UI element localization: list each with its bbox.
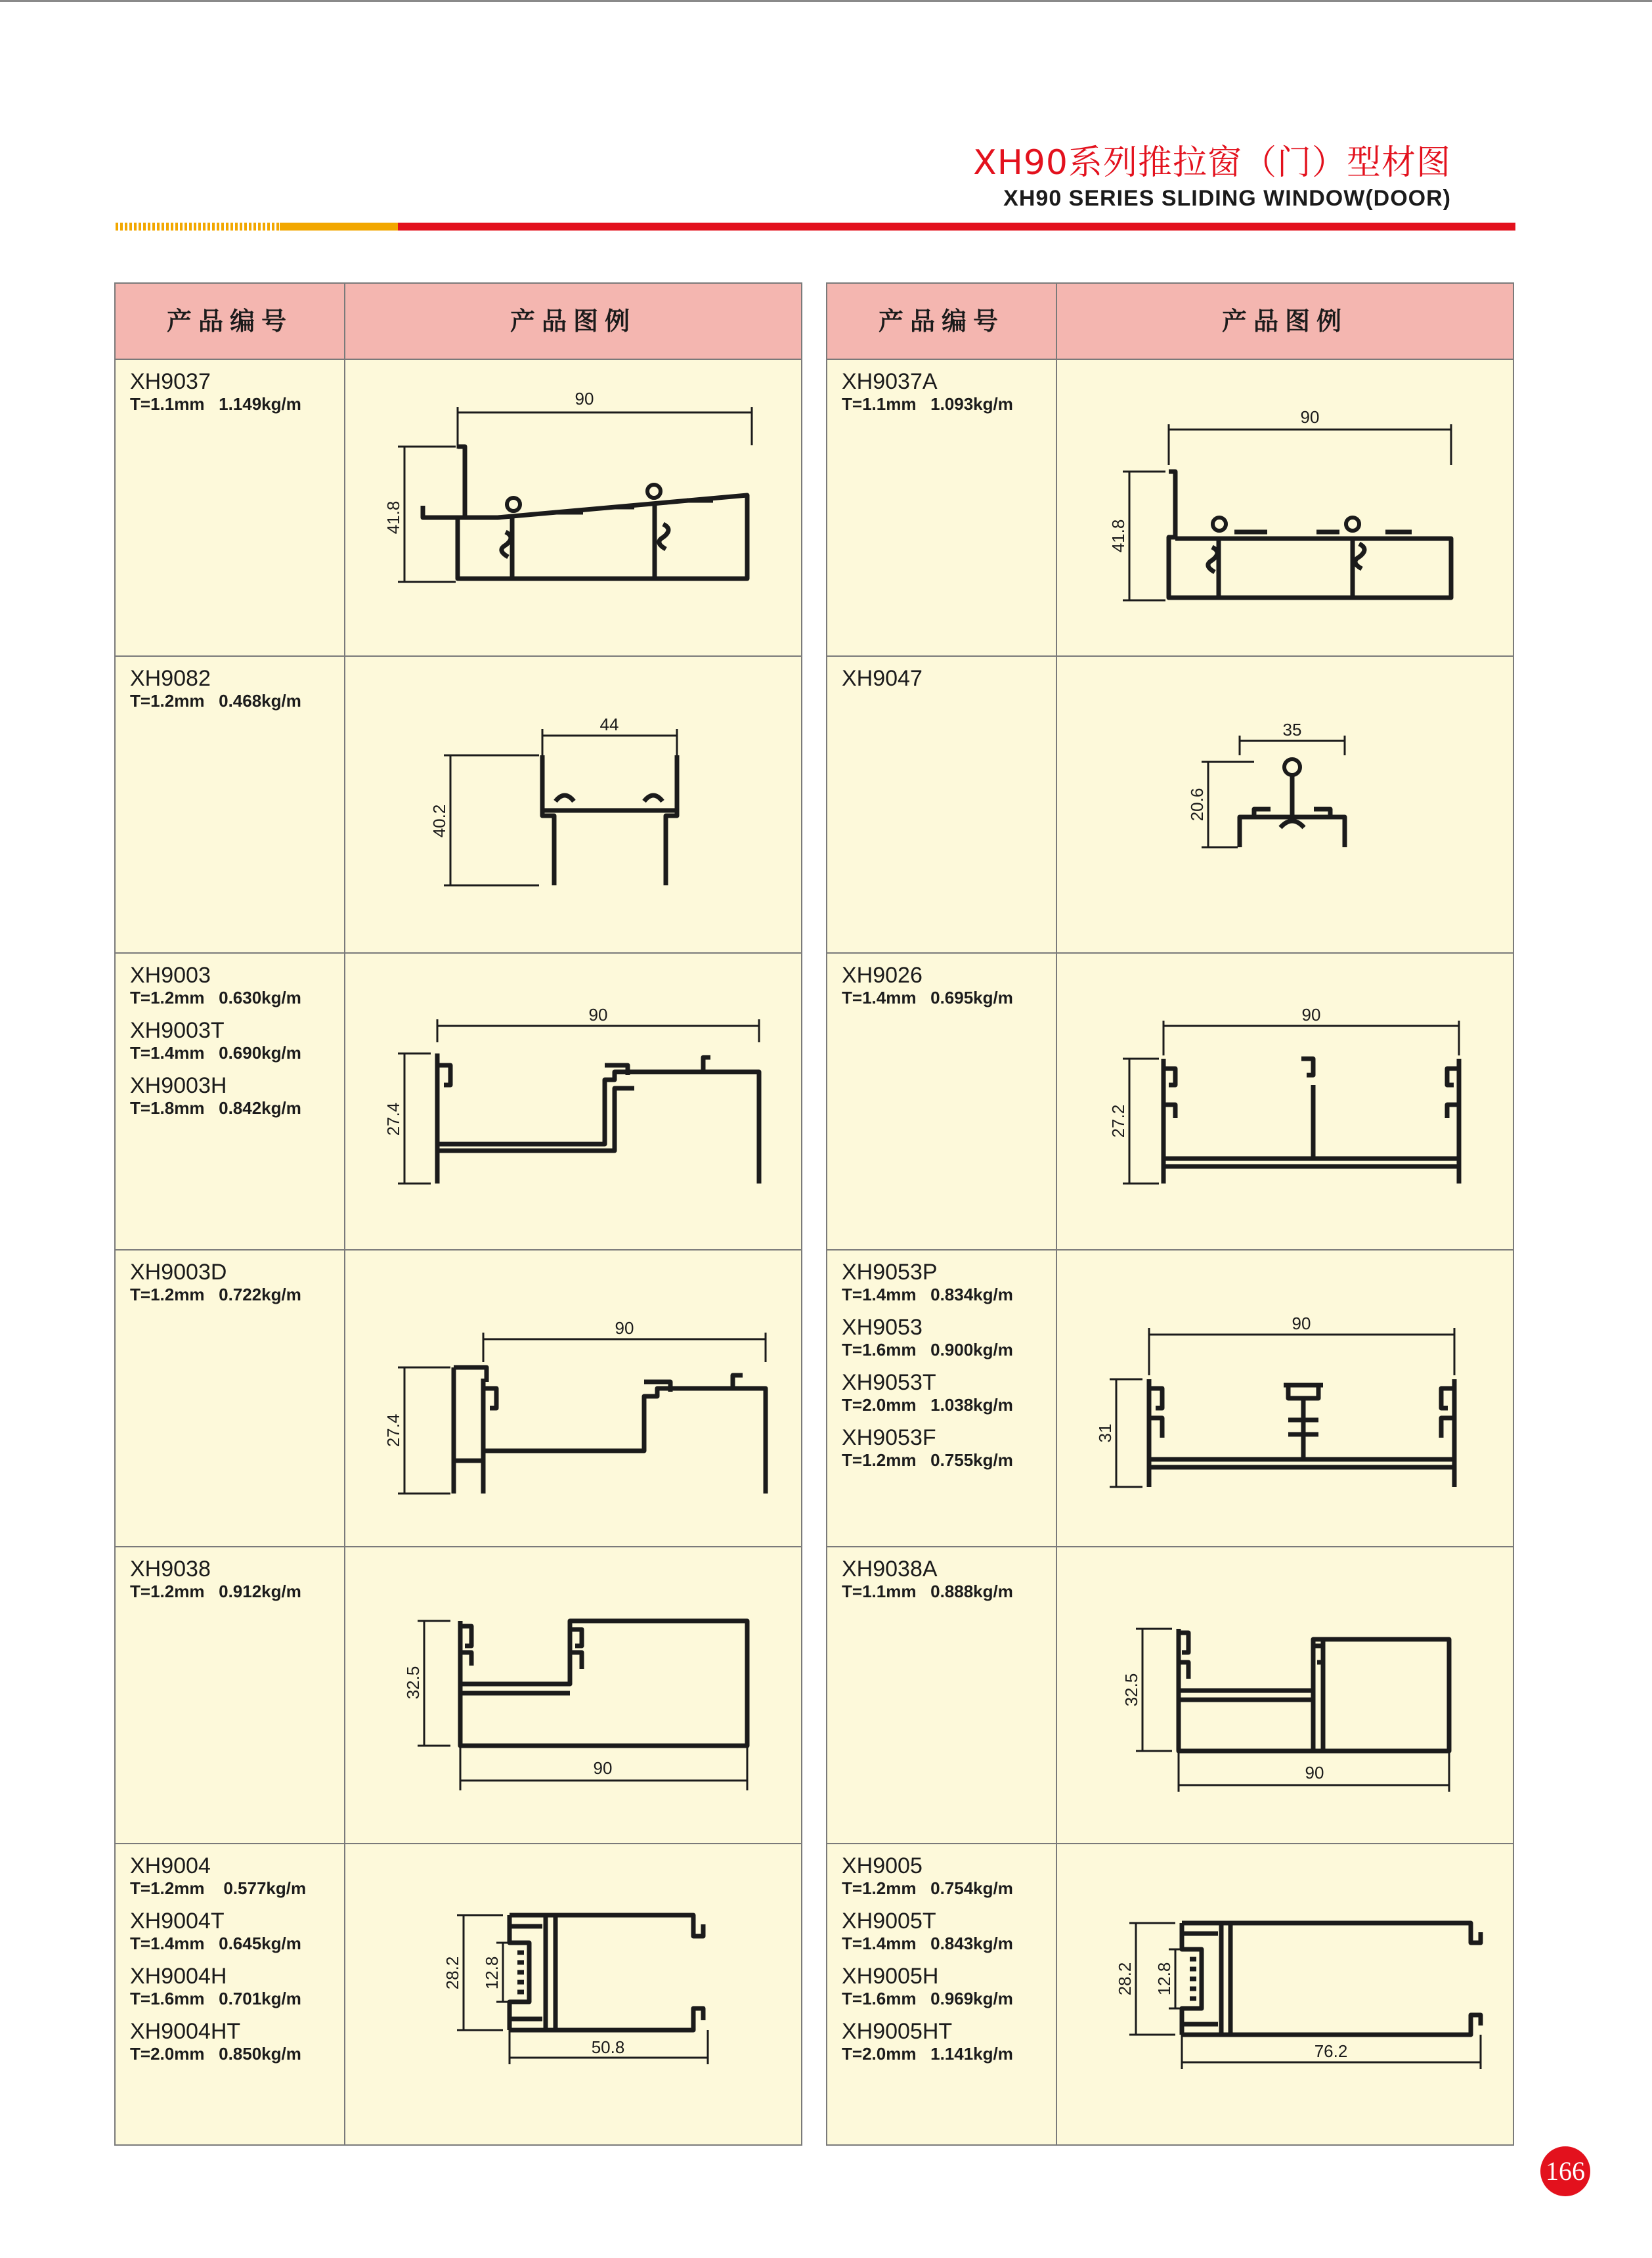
dimension-height: 32.5 xyxy=(403,1666,423,1700)
spec-item xyxy=(842,2019,1052,2064)
product-code: XH9005T xyxy=(842,1909,936,1934)
spec-item xyxy=(130,369,340,414)
product-params: T=1.2mm 0.630kg/m xyxy=(130,988,301,1007)
column-header-code: 产品编号 xyxy=(166,307,293,336)
spec-item xyxy=(130,2019,340,2064)
product-code: XH9005 xyxy=(842,1853,923,1878)
table-row xyxy=(116,1547,801,1844)
product-code: XH9037 xyxy=(130,369,211,394)
product-code: XH9038 xyxy=(130,1557,211,1582)
dimension-height: 40.2 xyxy=(429,804,449,838)
spec-cell xyxy=(130,369,340,424)
product-code: XH9003T xyxy=(130,1018,225,1043)
spec-cell xyxy=(130,666,340,721)
table-row xyxy=(116,954,801,1251)
top-rule xyxy=(0,0,1652,2)
table-row xyxy=(827,1547,1513,1844)
profile-drawing xyxy=(345,954,802,1249)
spec-cell xyxy=(842,1853,1052,2074)
product-params: T=1.1mm 0.888kg/m xyxy=(842,1582,1013,1601)
product-params: T=1.4mm 0.690kg/m xyxy=(130,1043,301,1063)
product-code: XH9004HT xyxy=(130,2019,241,2044)
product-code: XH9003H xyxy=(130,1073,227,1098)
dimension-width: 44 xyxy=(599,715,619,734)
profile-drawing xyxy=(345,1251,802,1546)
product-params: T=1.8mm 0.842kg/m xyxy=(130,1098,301,1118)
dimension-width: 76.2 xyxy=(1314,2041,1348,2061)
page-number-badge: 166 xyxy=(1540,2146,1590,2196)
dimension-height: 27.4 xyxy=(383,1102,403,1136)
product-code: XH9005H xyxy=(842,1964,939,1989)
spec-cell xyxy=(130,1853,340,2074)
product-params: T=1.2mm 0.468kg/m xyxy=(130,691,301,711)
table-row xyxy=(827,360,1513,657)
profile-drawing xyxy=(345,1844,802,2140)
dimension-width: 90 xyxy=(593,1758,613,1778)
product-code: XH9053F xyxy=(842,1425,936,1450)
product-code: XH9005HT xyxy=(842,2019,953,2044)
dimension-width: 90 xyxy=(1305,1763,1324,1782)
profile-drawing xyxy=(345,657,802,952)
spec-cell xyxy=(842,666,1052,701)
dimension-height: 28.2 xyxy=(1115,1962,1135,1996)
dimension-height: 41.8 xyxy=(383,500,403,535)
product-params: T=1.6mm 0.701kg/m xyxy=(130,1989,301,2008)
spec-item xyxy=(842,963,1052,1007)
spec-item xyxy=(842,1425,1052,1470)
spec-cell xyxy=(130,1260,340,1315)
spec-item xyxy=(130,1909,340,1953)
profile-drawing xyxy=(345,1547,802,1843)
profile-drawing xyxy=(1057,954,1514,1249)
table-row xyxy=(827,1844,1513,2141)
spec-cell xyxy=(842,369,1052,424)
table-row xyxy=(827,954,1513,1251)
table-row xyxy=(827,1251,1513,1547)
dimension-width: 50.8 xyxy=(591,2037,625,2057)
dimension-width: 90 xyxy=(615,1318,634,1338)
spec-item xyxy=(842,369,1052,414)
spec-cell xyxy=(130,1557,340,1612)
product-code: XH9053 xyxy=(842,1315,923,1340)
product-code: XH9004T xyxy=(130,1909,225,1934)
product-params: T=1.1mm 1.093kg/m xyxy=(842,394,1013,414)
product-params: T=2.0mm 0.850kg/m xyxy=(130,2044,301,2064)
profile-drawing xyxy=(1057,360,1514,655)
dimension-width: 90 xyxy=(1292,1314,1311,1333)
dimension-height: 31 xyxy=(1095,1423,1115,1443)
spec-cell xyxy=(130,963,340,1128)
spec-item xyxy=(842,666,1052,691)
spec-cell xyxy=(842,963,1052,1018)
product-code: XH9038A xyxy=(842,1557,938,1582)
product-code: XH9082 xyxy=(130,666,211,691)
product-code: XH9053P xyxy=(842,1260,938,1285)
dimension-height: 28.2 xyxy=(443,1956,462,1990)
catalog-table-left xyxy=(114,282,802,2146)
product-params: T=1.4mm 0.695kg/m xyxy=(842,988,1013,1007)
spec-cell xyxy=(842,1557,1052,1612)
product-code: XH9004 xyxy=(130,1853,211,1878)
dimension-width: 90 xyxy=(1300,407,1320,427)
profile-drawing xyxy=(1057,1251,1514,1546)
product-params: T=1.2mm 0.577kg/m xyxy=(130,1878,307,1898)
spec-item xyxy=(130,1260,340,1304)
product-params: T=1.2mm 0.755kg/m xyxy=(842,1450,1013,1470)
spec-item xyxy=(130,1557,340,1601)
product-code: XH9003D xyxy=(130,1260,227,1285)
spec-item xyxy=(842,1315,1052,1360)
catalog-table-right xyxy=(826,282,1514,2146)
product-code: XH9053T xyxy=(842,1370,936,1395)
profile-drawing xyxy=(1057,1844,1514,2140)
table-row xyxy=(116,360,801,657)
table-header xyxy=(827,284,1513,360)
product-params: T=1.2mm 0.754kg/m xyxy=(842,1878,1013,1898)
column-header-image: 产品图例 xyxy=(510,307,636,336)
spec-item xyxy=(842,1557,1052,1601)
dimension-height: 41.8 xyxy=(1108,519,1128,553)
dimension-height: 27.4 xyxy=(383,1413,403,1448)
spec-item xyxy=(130,1964,340,2008)
spec-item xyxy=(842,1964,1052,2008)
table-row xyxy=(116,1251,801,1547)
dimension-width: 90 xyxy=(575,389,594,409)
dimension-inner-height: 12.8 xyxy=(482,1956,502,1990)
header-band-red xyxy=(398,223,1515,231)
table-row xyxy=(827,657,1513,954)
column-header-code: 产品编号 xyxy=(878,307,1005,336)
table-row xyxy=(116,1844,801,2141)
spec-item xyxy=(130,666,340,711)
product-params: T=1.4mm 0.843kg/m xyxy=(842,1934,1013,1953)
spec-item xyxy=(130,963,340,1007)
product-code: XH9004H xyxy=(130,1964,227,1989)
product-params: T=1.4mm 0.645kg/m xyxy=(130,1934,301,1953)
spec-item xyxy=(842,1853,1052,1898)
product-code: XH9037A xyxy=(842,369,938,394)
product-params: T=1.2mm 0.912kg/m xyxy=(130,1582,301,1601)
table-row xyxy=(116,657,801,954)
dimension-width: 35 xyxy=(1282,720,1302,740)
spec-item xyxy=(842,1260,1052,1304)
dimension-height: 27.2 xyxy=(1108,1104,1128,1138)
page-title-en: XH90 SERIES SLIDING WINDOW(DOOR) xyxy=(1003,186,1451,211)
product-params: T=1.4mm 0.834kg/m xyxy=(842,1285,1013,1304)
dimension-width: 90 xyxy=(1301,1005,1321,1025)
product-code: XH9026 xyxy=(842,963,923,988)
spec-cell xyxy=(842,1260,1052,1480)
spec-item xyxy=(130,1018,340,1063)
product-params: T=1.1mm 1.149kg/m xyxy=(130,394,301,414)
column-header-image: 产品图例 xyxy=(1221,307,1348,336)
dimension-inner-height: 12.8 xyxy=(1154,1962,1174,1996)
dimension-width: 90 xyxy=(588,1005,608,1025)
profile-drawing xyxy=(1057,657,1514,952)
spec-item xyxy=(842,1370,1052,1415)
product-code: XH9003 xyxy=(130,963,211,988)
spec-item xyxy=(130,1853,340,1898)
product-params: T=1.6mm 0.900kg/m xyxy=(842,1340,1013,1360)
header-band-dotted xyxy=(116,223,280,231)
dimension-height: 32.5 xyxy=(1121,1673,1141,1707)
table-header xyxy=(116,284,801,360)
dimension-height: 20.6 xyxy=(1187,787,1207,822)
header-band-orange xyxy=(280,223,398,231)
profile-drawing xyxy=(345,360,802,655)
product-params: T=2.0mm 1.141kg/m xyxy=(842,2044,1013,2064)
page-title-cn: XH90系列推拉窗（门）型材图 xyxy=(973,143,1451,183)
product-params: T=1.2mm 0.722kg/m xyxy=(130,1285,301,1304)
spec-item xyxy=(842,1909,1052,1953)
product-params: T=2.0mm 1.038kg/m xyxy=(842,1395,1013,1415)
profile-drawing xyxy=(1057,1547,1514,1843)
product-params: T=1.6mm 0.969kg/m xyxy=(842,1989,1013,2008)
product-code: XH9047 xyxy=(842,666,923,691)
spec-item xyxy=(130,1073,340,1118)
